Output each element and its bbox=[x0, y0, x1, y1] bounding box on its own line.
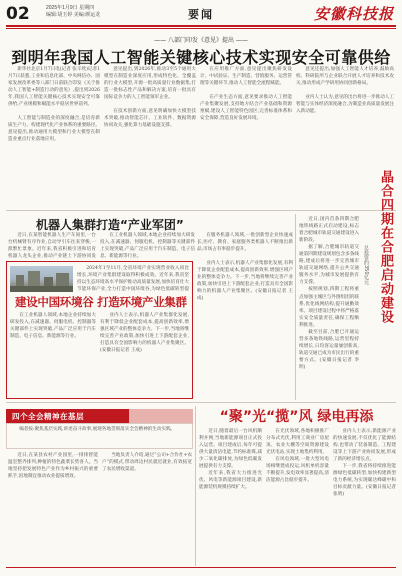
bottom-right-paragraph: 近年来,我省大力推进光伏、风电等新能源项目建设,新能源装机规模持续扩大。 bbox=[199, 471, 262, 491]
lead-paragraph: 业内人士认为,意见的出台将进一步推动人工智能与实体经济深度融合,为制造业高质量发展注入新动能。 bbox=[296, 95, 394, 115]
bottom-left-column-1 bbox=[8, 452, 98, 564]
bottom-right-column-2 bbox=[266, 428, 329, 564]
lead-paragraph: 在应用推广方面,意见提出聚焦研发设计、中试验证、生产制造、营销服务、运营管理等关键环节,推动人工智能全流程赋能。 bbox=[200, 67, 292, 87]
masthead bbox=[0, 0, 402, 26]
vertical-subtitle: 总投资约350亿元 bbox=[363, 245, 369, 285]
bottom-left-column-2 bbox=[102, 452, 192, 564]
bottom-right-paragraph: 在光伏领域,各地积极推广分布式光伏,利用工商业厂房屋顶、农业大棚等空间资源建设光伏电站,实现土地集约利用。 bbox=[266, 429, 329, 456]
feature-headline: 建设中国环境谷 打造环境产业集群 bbox=[15, 295, 187, 309]
robot-column-mid bbox=[100, 232, 195, 260]
bottom-right-paragraph: 在风电领域,一批大型风电场相继建成投运,风机单机容量不断提升,发电效率显著提高,清洁能源占比稳步提升。 bbox=[266, 457, 329, 484]
bottom-right-column-1 bbox=[199, 428, 262, 564]
lead-column-1 bbox=[8, 66, 100, 207]
bottom-right-paragraph: 下一步,我省将持续推进能源绿色低碳转型,加快构建新型电力系统,为实现碳达峰碳中和目标贡献力量。(安徽日报记者 张明) bbox=[333, 464, 396, 498]
issue-date: 2025年1月9日 星期四 bbox=[46, 5, 95, 11]
lead-kicker: —— 八部门印发《意见》提出 —— bbox=[154, 37, 248, 44]
feature-column-right bbox=[100, 312, 189, 396]
lead-headline: 到明年我国人工智能关键核心技术实现安全可靠供给 bbox=[11, 48, 391, 67]
newspaper-logo: 安徽科技报 bbox=[313, 5, 394, 23]
column-banner-label: 四个全会精神在基层 bbox=[12, 411, 84, 421]
editor-credits: 编辑:胡玉婷 美编:颜运龙 bbox=[46, 12, 101, 18]
robot-column-left bbox=[8, 232, 96, 260]
lead-paragraph: 在技术创新方面,意见明确加快大模型技术突破,推动智能芯片、工业软件、数据资源协同攻关,强化算力基础设施支撑。 bbox=[104, 109, 196, 129]
feature-paragraph: 在工业机器人领域,本地企业持续加大研发投入,在减速器、伺服电机、控制器等关键部件上实现突破,产品广泛应用于汽车制造、电子信息、新能源等行业。 bbox=[10, 313, 96, 340]
masthead-rule-thin bbox=[6, 28, 396, 29]
lead-paragraph: 意见还提出,加强人工智能人才培养,鼓励高校、科研院所与企业联合开展人才培养和技术攻关,推动形成产学研用协同创新格局。 bbox=[296, 67, 394, 87]
robot-paragraph: 在服务机器人领域,一批创新型企业快速成长,医疗、教育、家庭服务类机器人不断推出新品,市场占有率稳步提升。 bbox=[197, 233, 293, 253]
column-divider bbox=[195, 406, 196, 566]
editor-note-text: 编者按:聚焦基层实践,讲述奋斗故事,展现各地贯彻落实全会精神的生动实践。 bbox=[19, 427, 176, 432]
section-title: 要闻 bbox=[188, 8, 214, 21]
robot-column-right bbox=[197, 232, 293, 398]
bottom-right-paragraph: 近日,随着最后一台风机顺利并网,当地新能源项目正式投入运营。项目建成后,每年可提供大量清洁电能,节约标准煤,减少二氧化碳排放,为绿色低碳发展提供有力支撑。 bbox=[199, 429, 262, 470]
feature-text-top bbox=[77, 265, 189, 293]
bottom-right-paragraph: 业内人士表示,新能源产业的快速发展,不仅优化了能源结构,也带动了装备制造、工程建设等上下游产业协同发展,形成了新的经济增长点。 bbox=[333, 429, 396, 463]
lead-column-3 bbox=[200, 66, 292, 207]
bottom-right-column-3 bbox=[333, 428, 396, 564]
page-number: 02 bbox=[6, 4, 30, 24]
section-divider bbox=[6, 402, 396, 403]
masthead-rule bbox=[6, 25, 396, 27]
lead-paragraph: 在产业生态方面,意见要求推动人工智能产业集聚发展,支持地方结合产业基础和资源禀赋,建设人工智能特色园区,完善标准体系和安全保障,营造良好发展环境。 bbox=[200, 95, 292, 122]
lead-paragraph: 意见提出,到2026年,推动3至5个通用大模型在制造业深度应用,形成特色化、全覆盖的行业大模型,开源一批高质量行业数据集,打造一批标志性产品和解决方案,培育一批具有国际竞争力的人工智能领军企业。 bbox=[104, 67, 196, 101]
column-divider bbox=[295, 214, 296, 400]
lead-column-2 bbox=[104, 66, 196, 207]
column-banner bbox=[6, 409, 129, 423]
feature-paragraph: 业内人士表示,机器人产业集群化发展,有利于降低企业配套成本,提高创新效率,增强区域产业的整体竞争力。下一步,当地将继续完善产业政策,加快引进上下游配套企业,打造具有全国影响力的机器人产业集聚区。(安徽日报记者 王成) bbox=[100, 313, 189, 354]
feature-paragraph: 2024年1至11月,全省环境产业实现营业收入同比增长,环境产业集群建设取得积极成效。近年来,我省坚持以生态环境高水平保护推动高质量发展,加快培育壮大节能环保产业,全力打造中国环境谷,为绿色低碳转型提 bbox=[77, 266, 189, 293]
right-story-paragraph: 近日,国内首条四期合肥地铁线路正式启动建设,标志着合肥城市轨道交通建设进入新阶段。 bbox=[299, 217, 359, 244]
vertical-headline: 晶合四期在合肥启动建设 bbox=[378, 170, 393, 324]
bottom-headline: “聚”光“揽”风 绿电再添 bbox=[219, 409, 374, 425]
right-story-paragraph: 截至目前,合肥已开通运营多条地铁线路,运营里程持续增长,日均客运量屡创新高,轨道交通已成为市民出行的重要方式。(安徽日报记者 李明) bbox=[299, 329, 359, 370]
section-divider bbox=[6, 210, 396, 211]
robot-paragraph: 近日,在某智能机器人生产车间里,一台台机械臂有序作业,自动导引车往来穿梭,一派繁忙景象。近年来,我省积极引进和培育机器人龙头企业,推动产业链上下游协同发 bbox=[8, 233, 96, 260]
feature-photo bbox=[10, 266, 73, 292]
lead-paragraph: 新华社北京1月7日电(记者 张辛欣)记者1月7日获悉,工业和信息化部、中央网信办、国家发展改革委等八部门日前联合印发《关于推动人工智能+制造行动的意见》,提出到2026年,我国人工智能关键核心技术实现安全可靠供给,产业规模和赋能水平稳居世界前列。 bbox=[8, 67, 100, 108]
right-story-paragraph: 据了解,合肥城市轨道交通第四期建设规划包含多条线路,建成后将进一步完善城市轨道交通网络,提升公共交通服务水平,为城市发展提供有力支撑。 bbox=[299, 245, 359, 286]
right-story-paragraph: 按照规划,四期工程将重点加强主城区与外围组团的联系,优化线网结构,提升通勤效率。项目建设过程中将严格落实安全质量责任,确保工程顺利推进。 bbox=[299, 287, 359, 328]
bottom-left-paragraph: 当地负责人介绍,通过“公司+合作社+农户”的模式,带动周边村民就近就业,有效拓宽了农民增收渠道。 bbox=[102, 453, 192, 473]
feature-column-left bbox=[10, 312, 96, 396]
robot-headline: 机器人集群打造“产业军团” bbox=[36, 218, 184, 232]
column-banner-tail bbox=[129, 409, 193, 423]
editor-note bbox=[10, 426, 190, 447]
lead-paragraph: 人工智能与制造业的深度融合,是培育新质生产力、构建现代化产业体系的重要路径。意见提出,推动通用大模型和行业大模型在制造业重点行业落地应用。 bbox=[8, 116, 100, 143]
footer-rule bbox=[6, 567, 396, 568]
bottom-left-paragraph: 近日,在某县农村产业园里,一排排智能温室整齐排列,种植的特色蔬菜长势喜人。当地坚持把发展特色产业作为乡村振兴的重要抓手,因地制宜推动农业提质增效。 bbox=[8, 453, 98, 480]
right-story-column bbox=[299, 216, 359, 398]
issue-info bbox=[46, 5, 100, 19]
robot-paragraph: 业内人士表示,机器人产业集群化发展,有利于降低企业配套成本,提高创新效率,增强区域产业的整体竞争力。下一步,当地将继续完善产业政策,加快引进上下游配套企业,打造具有全国影响力的机器人产业集聚区。(安徽日报记者 王成) bbox=[197, 261, 293, 302]
robot-paragraph: 在工业机器人领域,本地企业持续加大研发投入,在减速器、伺服电机、控制器等关键部件上实现突破,产品广泛应用于汽车制造、电子信息、新能源等行业。 bbox=[100, 233, 195, 260]
